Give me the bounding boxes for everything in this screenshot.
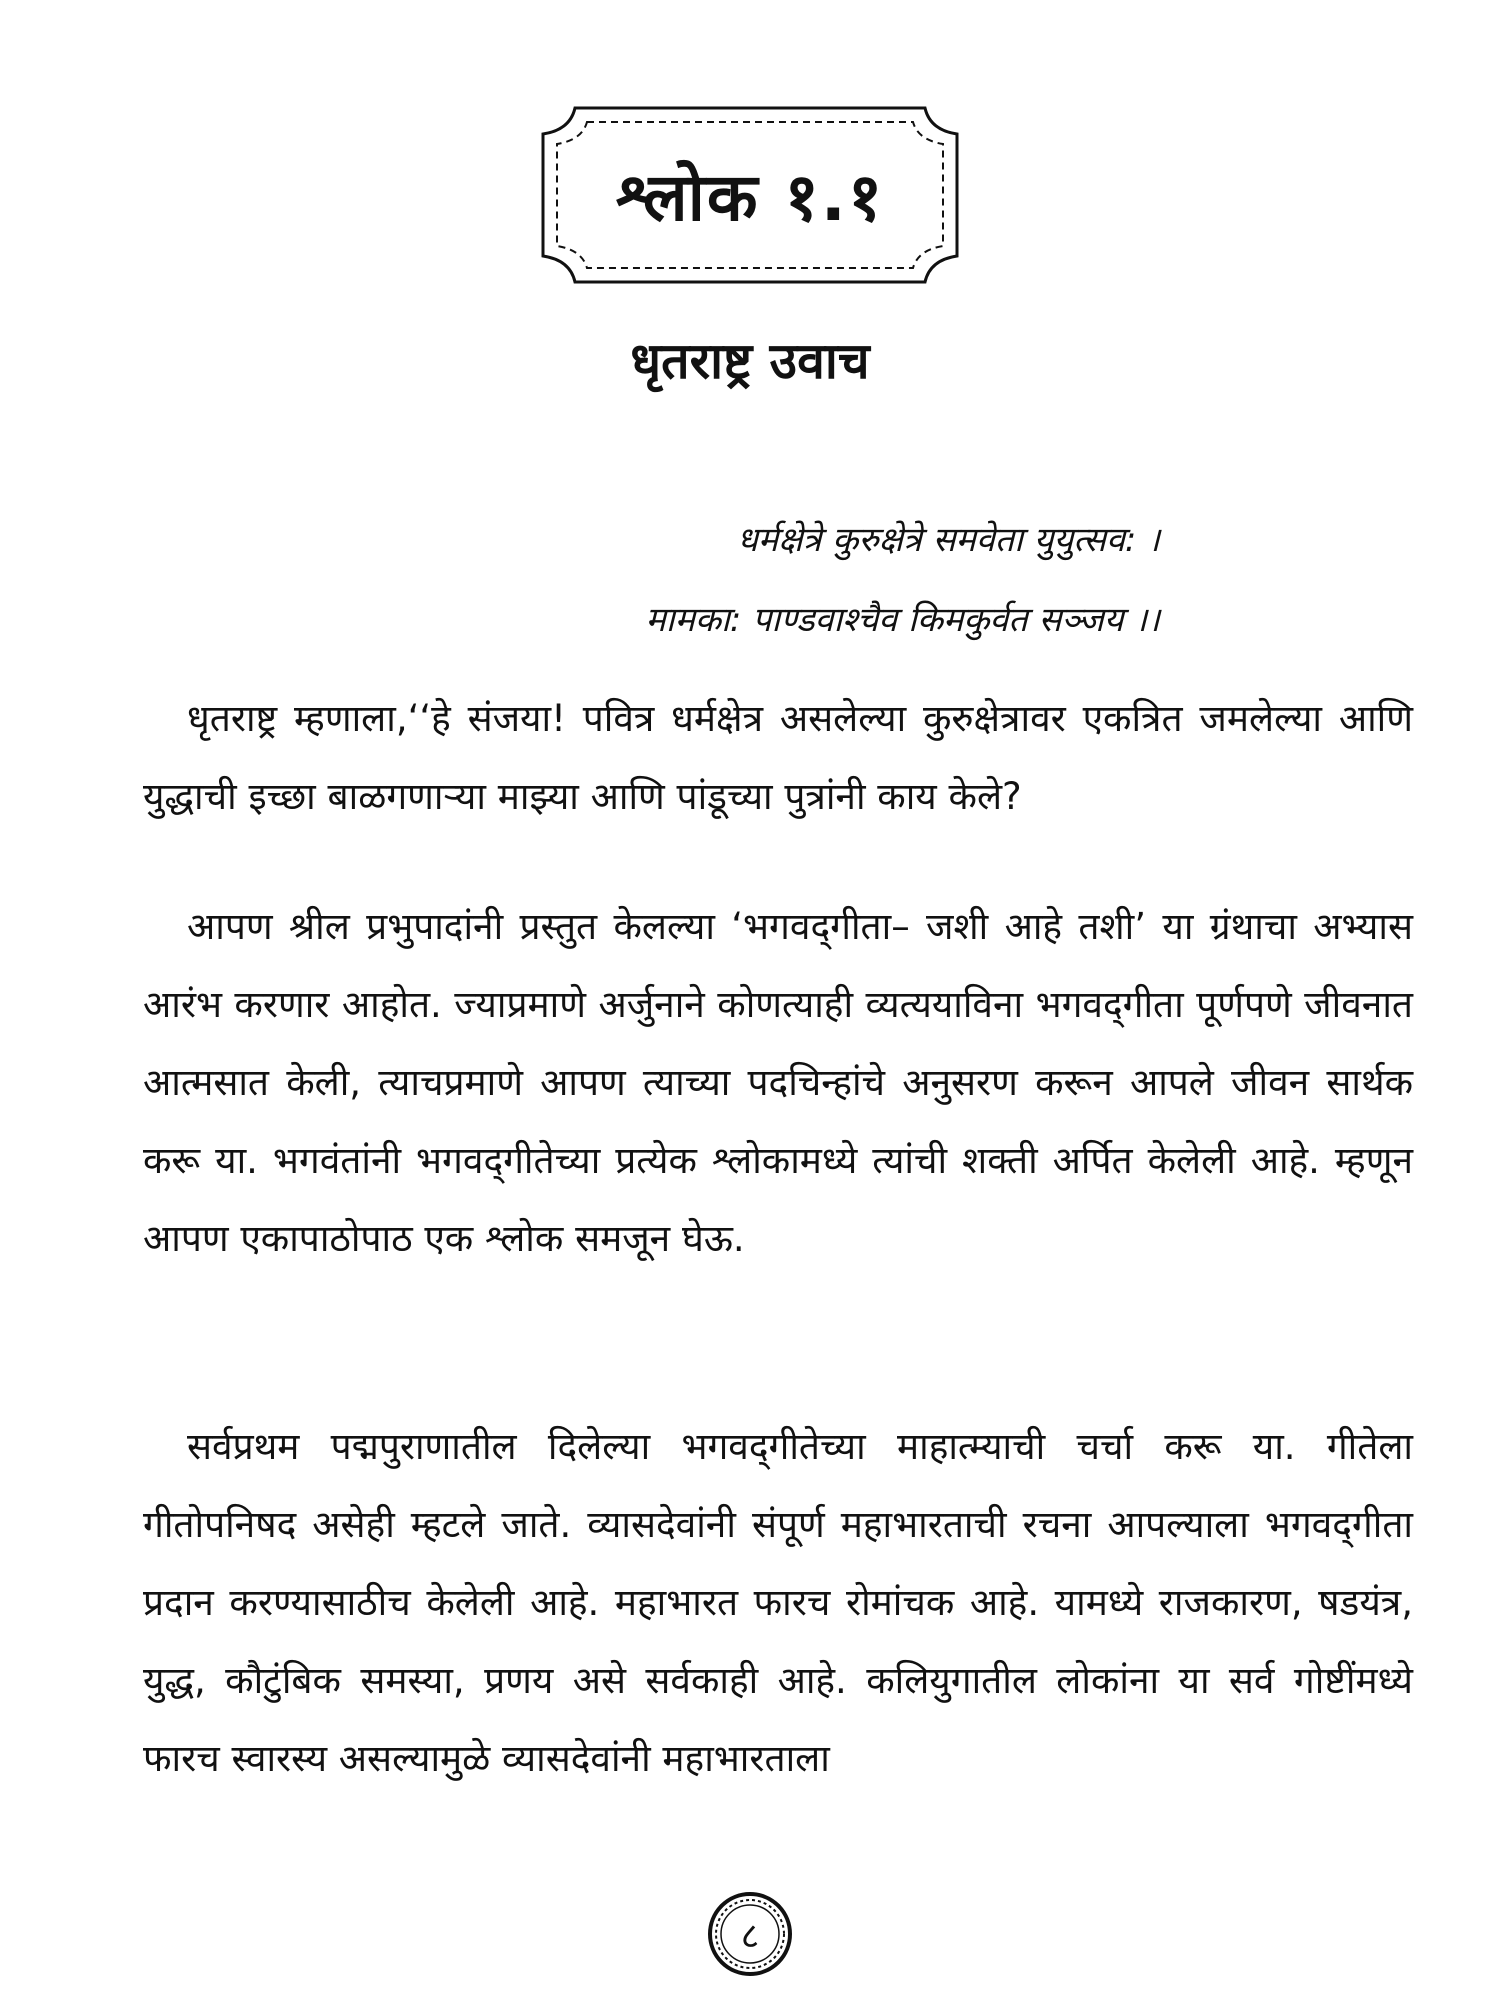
paragraph-1	[143, 680, 1413, 836]
page-number-badge	[706, 1890, 794, 1978]
chapter-title: श्लोक १.१	[615, 159, 885, 236]
title-cartouche	[535, 100, 965, 290]
paragraph-3	[143, 1408, 1413, 1798]
paragraph-text: आपण श्रील प्रभुपादांनी प्रस्तुत केलल्या ‘भगवद्‌गीता– जशी आहे तशी’ या ग्रंथाचा अभ्यास आरंभ करणार आहोत. ज्याप्रमाणे अर्जुनाने कोणत्याही व्यत्ययाविना भगवद्‌गीता पूर्णपणे जीवनात आत्मसात केली, त्याचप्रमाणे आपण त्याच्या पदचिन्हांचे अनुसरण करून आपले जीवन सार्थक करू या. भगवंतांनी भगवद्‌गीतेच्या प्रत्येक श्लोकामध्ये त्यांची शक्ती अर्पित केलेली आहे. म्हणून आपण एकापाठोपाठ एक श्लोक समजून घेऊ.	[143, 905, 1413, 1260]
speaker-heading: धृतराष्ट्र उवाच	[630, 332, 870, 390]
paragraph-text: धृतराष्ट्र म्हणाला,‘‘हे संजया! पवित्र धर्मक्षेत्र असलेल्या कुरुक्षेत्रावर एकत्रित जमलेल्या आणि युद्धाची इच्छा बाळगणाऱ्या माझ्या आणि पांडूच्या पुत्रांनी काय केले?	[143, 697, 1413, 818]
page-number: ८	[740, 1915, 760, 1957]
verse-line-2: मामका: पाण्डवाश्चैव किमकुर्वत सञ्जय ।।	[645, 600, 1160, 640]
paragraph-2	[143, 888, 1413, 1278]
paragraph-text: सर्वप्रथम पद्मपुराणातील दिलेल्या भगवद्‌गीतेच्या माहात्म्याची चर्चा करू या. गीतेला गीतोपनिषद असेही म्हटले जाते. व्यासदेवांनी संपूर्ण महाभारताची रचना आपल्याला भगवद्‌गीता प्रदान करण्यासाठीच केलेली आहे. महाभारत फारच रोमांचक आहे. यामध्ये राजकारण, षडयंत्र, युद्ध, कौटुंबिक समस्या, प्रणय असे सर्वकाही आहे. कलियुगातील लोकांना या सर्व गोष्टींमध्ये फारच स्वारस्य असल्यामुळे व्यासदेवांनी महाभारताला	[143, 1425, 1413, 1780]
verse-line-1: धर्मक्षेत्रे कुरुक्षेत्रे समवेता युयुत्सव: ।	[736, 520, 1160, 560]
